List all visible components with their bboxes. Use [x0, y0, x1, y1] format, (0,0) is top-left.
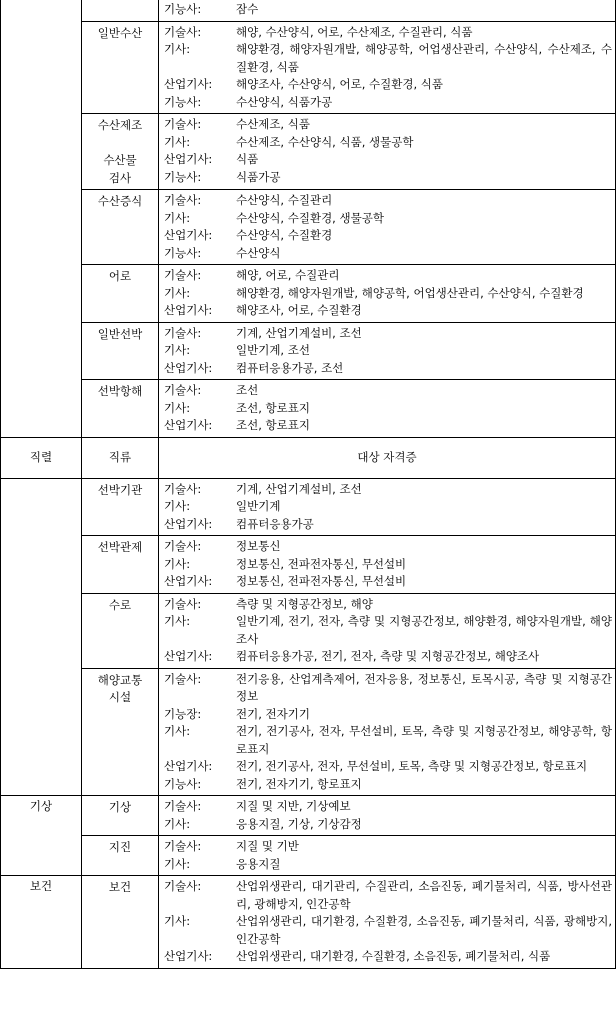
qualification-level: 기술사:	[164, 539, 202, 553]
qualification-items: 전기, 전자기기	[236, 706, 310, 721]
qualification-level: 기사:	[164, 400, 191, 415]
category-cell: 기상	[82, 796, 159, 836]
qualification-level: 기능사:	[164, 169, 202, 184]
qualification-line	[164, 671, 612, 706]
qualification-level: 기술사:	[164, 671, 202, 686]
qualification-items: 전기응용, 산업계측제어, 전자응용, 정보통신, 토목시공, 측량 및 지형공간정보	[236, 671, 612, 703]
qualification-level: 기술사:	[164, 799, 202, 813]
qualification-level: 기사:	[164, 614, 191, 628]
qualification-items: 산업위생관리, 대기환경, 수질환경, 소음진동, 폐기물처리, 식품	[236, 949, 551, 963]
category-cell: 수산증식	[82, 190, 159, 265]
qualification-items: 일반기계, 전기, 전자, 측량 및 지형공간정보, 해양환경, 해양자원개발, 해양조사	[236, 614, 612, 646]
qualification-cell	[159, 21, 616, 114]
qualification-items: 수산양식, 수질환경	[236, 228, 333, 242]
qualification-level: 기술사:	[164, 596, 202, 611]
qualification-level: 기술사:	[164, 879, 202, 893]
qualification-line	[164, 706, 612, 724]
qualification-items: 정보통신, 전파전자통신, 무선설비	[236, 556, 407, 571]
qualification-level: 기사:	[164, 856, 191, 871]
qualification-line	[164, 556, 612, 574]
qualification-line	[164, 481, 612, 499]
category-cell	[82, 0, 159, 21]
qualification-items: 수산양식, 수질관리	[236, 193, 333, 207]
qualification-line	[164, 325, 612, 343]
qualification-items: 일반기계, 조선	[236, 343, 310, 357]
qualification-level: 기술사:	[164, 383, 202, 397]
category-cell: 해양교통 시설	[82, 668, 159, 796]
qualification-line	[164, 210, 612, 228]
qualification-cell	[159, 796, 616, 836]
table-row	[1, 668, 616, 796]
qualification-cell	[159, 114, 616, 190]
qualification-items: 해양, 어로, 수질관리	[236, 268, 340, 282]
qualification-items: 전기, 전기공사, 전자, 무선설비, 토목, 측량 및 지형공간정보, 항로표지	[236, 759, 588, 773]
qualification-line	[164, 116, 612, 134]
qualification-line	[164, 151, 612, 169]
qualification-items: 측량 및 지형공간정보, 해양	[236, 596, 373, 611]
qualification-line	[164, 24, 612, 42]
table-row	[1, 0, 616, 21]
category-cell: 일반선박	[82, 322, 159, 380]
qualification-items: 해양조사, 어로, 수질환경	[236, 303, 362, 317]
qualification-items: 식품	[236, 152, 259, 166]
qualification-items: 수산양식, 수질환경, 생물공학	[236, 210, 384, 225]
qualification-line	[164, 245, 612, 263]
qualification-level: 기사:	[164, 42, 191, 56]
header-row	[1, 437, 616, 478]
qualification-items: 기계, 산업기계설비, 조선	[236, 325, 362, 340]
category-cell: 선박기관	[82, 478, 159, 536]
table-row	[1, 796, 616, 836]
table-row	[1, 265, 616, 323]
qualification-items: 컴퓨터응용가공, 전기, 전자, 측량 및 지형공간정보, 해양조사	[236, 649, 540, 663]
qualification-items: 전기, 전기공사, 전자, 무선설비, 토목, 측량 및 지형공간정보, 해양공학, 항로표지	[236, 724, 612, 756]
qualification-level: 기술사:	[164, 24, 202, 39]
qualification-items: 기계, 산업기계설비, 조선	[236, 481, 362, 496]
qualification-items: 조선	[236, 383, 259, 397]
qualification-line	[164, 94, 612, 112]
qualification-level: 기능사:	[164, 94, 202, 109]
qualification-items: 컴퓨터응용가공	[236, 516, 314, 531]
qualification-line	[164, 648, 612, 666]
qualification-line	[164, 913, 612, 948]
qualification-line	[164, 758, 612, 776]
qualification-level: 산업기사:	[164, 360, 213, 375]
qualification-items: 조선, 항로표지	[236, 418, 310, 432]
qualification-cell	[159, 536, 616, 594]
qualification-level: 기사:	[164, 816, 191, 831]
qualification-items: 조선, 항로표지	[236, 400, 310, 415]
qualification-items: 수산제조, 수산양식, 식품, 생물공학	[236, 134, 414, 149]
qualification-level: 기술사:	[164, 481, 202, 496]
qualification-cell	[159, 190, 616, 265]
qualification-items: 해양환경, 해양자원개발, 해양공학, 어업생산관리, 수산양식, 수질환경	[236, 285, 584, 300]
qualification-items: 수산제조, 식품	[236, 117, 310, 131]
qualification-line	[164, 41, 612, 76]
qualification-level: 산업기사:	[164, 77, 213, 91]
qualification-cell	[159, 668, 616, 796]
category-cell: 어로	[82, 265, 159, 323]
qualification-cell	[159, 478, 616, 536]
qualification-level: 기사:	[164, 285, 191, 300]
qualification-cell	[159, 836, 616, 876]
qualification-level: 산업기사:	[164, 574, 213, 588]
series-cell	[1, 478, 82, 796]
qualification-level: 산업기사:	[164, 418, 213, 432]
qualification-level: 기능사:	[164, 2, 202, 16]
qualification-items: 응용지질, 기상, 기상감정	[236, 816, 362, 831]
qualification-items: 산업위생관리, 대기관리, 수질관리, 소음진동, 폐기물처리, 식품, 방사선관리, 광해방지, 인간공학	[236, 879, 612, 911]
qualification-level: 기사:	[164, 210, 191, 225]
qualification-line	[164, 878, 612, 913]
qualification-items: 해양환경, 해양자원개발, 해양공학, 어업생산관리, 수산양식, 수산제조, 수질환경, 식품	[236, 42, 612, 74]
qualification-line	[164, 516, 612, 534]
qualification-items: 지질 및 기반	[236, 839, 299, 853]
qualification-cell	[159, 322, 616, 380]
qualification-level: 기사:	[164, 134, 191, 149]
qualification-line	[164, 169, 612, 187]
qualification-line	[164, 382, 612, 400]
qualification-line	[164, 360, 612, 378]
qualification-items: 잠수	[236, 2, 259, 16]
category-cell: 선박항해	[82, 380, 159, 438]
qualification-line	[164, 285, 612, 303]
qualification-level: 기술사:	[164, 325, 202, 340]
qualification-items: 전기, 전자기기, 항로표지	[236, 776, 362, 791]
qualification-items: 해양조사, 수산양식, 어로, 수질환경, 식품	[236, 77, 443, 91]
qualification-level: 산업기사:	[164, 649, 213, 663]
qualification-level: 기술사:	[164, 839, 202, 853]
qualification-level: 기술사:	[164, 117, 202, 131]
table-row	[1, 380, 616, 438]
table-row	[1, 190, 616, 265]
category-cell: 수로	[82, 593, 159, 668]
qualification-level: 산업기사:	[164, 228, 213, 242]
qualification-level: 기사:	[164, 343, 191, 357]
qualification-items: 컴퓨터응용가공, 조선	[236, 360, 344, 375]
qualification-items: 정보통신	[236, 539, 281, 553]
table-row	[1, 876, 616, 969]
category-cell: 보건	[82, 876, 159, 969]
qualification-level: 기사:	[164, 724, 191, 738]
qualification-items: 수산양식	[236, 245, 281, 260]
qualification-level: 산업기사:	[164, 152, 213, 166]
qualification-line	[164, 417, 612, 435]
qualification-cell	[159, 876, 616, 969]
qualification-line	[164, 134, 612, 152]
category-cell: 일반수산	[82, 21, 159, 114]
qualification-line	[164, 838, 612, 856]
qualification-line	[164, 227, 612, 245]
table-row	[1, 536, 616, 594]
qualification-level: 기사:	[164, 914, 191, 928]
qualification-cell	[159, 593, 616, 668]
qualification-items: 일반기계	[236, 499, 281, 513]
qualification-items: 산업위생관리, 대기환경, 수질환경, 소음진동, 폐기물처리, 식품, 광해방지, 인간공학	[236, 914, 612, 946]
category-cell: 수산제조 수산물 검사	[82, 114, 159, 190]
category-cell: 지진	[82, 836, 159, 876]
qualification-line	[164, 538, 612, 556]
qualification-level: 산업기사:	[164, 949, 213, 963]
qualification-items: 해양, 수산양식, 어로, 수산제조, 수질관리, 식품	[236, 24, 473, 39]
qualification-level: 기능사:	[164, 776, 202, 791]
series-cell: 보건	[1, 876, 82, 969]
qualification-line	[164, 948, 612, 966]
header-category: 직류	[82, 437, 159, 478]
series-cell: 기상	[1, 796, 82, 876]
qualification-line	[164, 192, 612, 210]
qualification-line	[164, 342, 612, 360]
qualification-level: 기능장:	[164, 706, 202, 721]
qualification-cell	[159, 0, 616, 21]
qualification-items: 식품가공	[236, 169, 281, 184]
qualification-table-body	[1, 0, 616, 968]
qualification-line	[164, 1, 612, 19]
qualification-items: 수산양식, 식품가공	[236, 94, 333, 109]
qualification-line	[164, 76, 612, 94]
qualification-line	[164, 573, 612, 591]
qualification-cell	[159, 265, 616, 323]
qualification-level: 산업기사:	[164, 516, 213, 531]
qualification-line	[164, 400, 612, 418]
qualification-line	[164, 798, 612, 816]
qualification-items: 응용지질	[236, 856, 281, 871]
table-row	[1, 836, 616, 876]
table-row	[1, 478, 616, 536]
table-row	[1, 114, 616, 190]
qualification-line	[164, 498, 612, 516]
qualification-level: 기사:	[164, 499, 191, 513]
table-row	[1, 593, 616, 668]
qualification-level: 산업기사:	[164, 303, 213, 317]
qualification-level: 기술사:	[164, 193, 202, 207]
qualification-line	[164, 723, 612, 758]
qualification-cell	[159, 380, 616, 438]
table-row	[1, 322, 616, 380]
qualification-level: 기술사:	[164, 268, 202, 282]
qualification-line	[164, 816, 612, 834]
category-cell: 선박관제	[82, 536, 159, 594]
series-cell	[1, 0, 82, 437]
qualification-level: 기사:	[164, 556, 191, 571]
qualification-line	[164, 267, 612, 285]
qualification-line	[164, 776, 612, 794]
qualification-items: 정보통신, 전파전자통신, 무선설비	[236, 574, 407, 588]
qualification-line	[164, 613, 612, 648]
qualification-line	[164, 596, 612, 614]
table-row	[1, 21, 616, 114]
qualification-items: 지질 및 지반, 기상예보	[236, 799, 351, 813]
header-series: 직렬	[1, 437, 82, 478]
header-qualifications: 대상 자격증	[159, 437, 616, 478]
qualification-level: 기능사:	[164, 245, 202, 260]
qualification-level: 산업기사:	[164, 759, 213, 773]
qualification-line	[164, 856, 612, 874]
qualification-line	[164, 302, 612, 320]
